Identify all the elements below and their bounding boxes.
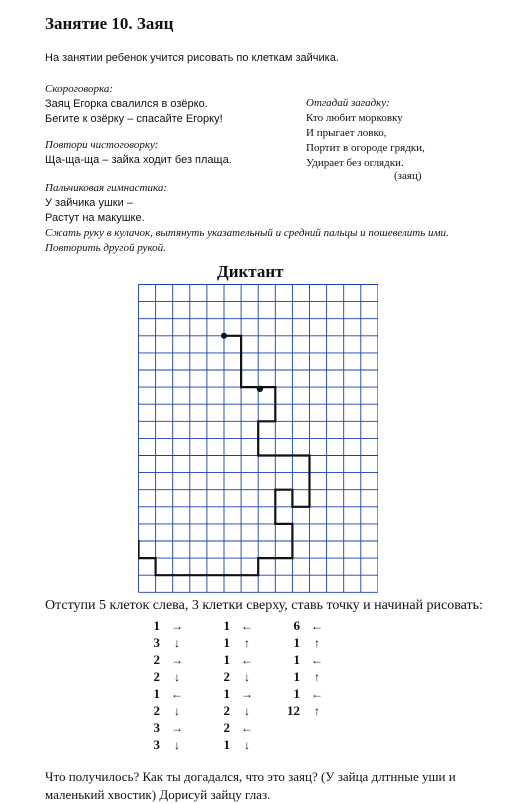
step: 2 → [153, 652, 183, 667]
tongue-twister-line: Бегите к озёрку – спасайте Егорку! [45, 113, 223, 125]
step: 1 ↑ [293, 669, 320, 684]
riddle-label: Отгадай загадку: [306, 97, 390, 109]
step: 3 → [153, 720, 183, 735]
eye-dot [257, 386, 263, 392]
step: 3 ↓ [153, 635, 180, 650]
step: 1 ← [223, 618, 253, 633]
step: 3 ↓ [153, 737, 180, 752]
riddle-line: Портит в огороде грядки, [306, 142, 425, 154]
step: 2 ↓ [223, 703, 250, 718]
step: 2 ← [223, 720, 253, 735]
page-title: Занятие 10. Заяц [45, 14, 174, 33]
step: 6 ← [293, 618, 323, 633]
step: 1 ← [293, 652, 323, 667]
drawing-grid[interactable] [138, 284, 378, 596]
step: 1 → [223, 686, 253, 701]
finger-gym-instruction: Повторить другой рукой. [45, 242, 166, 254]
step: 1 ↑ [293, 635, 320, 650]
dictation-title: Диктант [217, 262, 284, 281]
finger-gym-block [45, 181, 449, 256]
intro-text: На занятии ребенок учится рисовать по клеткам зайчика. [45, 52, 339, 64]
pure-twister-line: Ща-ща-ща – зайка ходит без плаща. [45, 154, 232, 166]
steps-column-2 [210, 617, 270, 753]
pure-twister-block [45, 138, 232, 168]
tongue-twister-block [45, 82, 223, 127]
step: 1 ← [153, 686, 183, 701]
dictation-instruction: Отступи 5 клеток слева, 3 клетки сверху, ставь точку и начинай рисовать: [45, 598, 483, 613]
finger-gym-line: У зайчика ушки – [45, 197, 133, 209]
finger-gym-label: Пальчиковая гимнастика: [45, 182, 167, 194]
step: 1 ← [223, 652, 253, 667]
riddle-block [306, 96, 425, 171]
step: 1 ↑ [223, 635, 250, 650]
steps-column-3 [280, 617, 340, 719]
step: 12 ↑ [287, 703, 320, 718]
pure-twister-label: Повтори чистоговорку: [45, 139, 159, 151]
riddle-answer: (заяц) [394, 170, 422, 182]
riddle-line: Кто любит морковку [306, 112, 403, 124]
finger-gym-line: Растут на макушке. [45, 212, 145, 224]
step: 2 ↓ [153, 669, 180, 684]
tongue-twister-label: Скороговорка: [45, 83, 114, 95]
step: 2 ↓ [223, 669, 250, 684]
steps-column-1 [140, 617, 200, 753]
step: 1 → [153, 618, 183, 633]
conclusion-text: Что получилось? Как ты догадался, что это заяц? (У зайца длтнные уши и маленький хвостик) Дорисуй зайцу глаз. [45, 769, 456, 802]
start-dot [221, 333, 227, 339]
tongue-twister-line: Заяц Егорка свалился в озёрко. [45, 98, 208, 110]
riddle-line: Удирает без оглядки. [306, 157, 404, 169]
finger-gym-instruction: Сжать руку в кулачок, вытянуть указательный и средний пальцы и пошевелить ими. [45, 227, 449, 239]
step: 2 ↓ [153, 703, 180, 718]
step: 1 ← [293, 686, 323, 701]
riddle-line: И прыгает ловко, [306, 127, 387, 139]
step: 1 ↓ [223, 737, 250, 752]
